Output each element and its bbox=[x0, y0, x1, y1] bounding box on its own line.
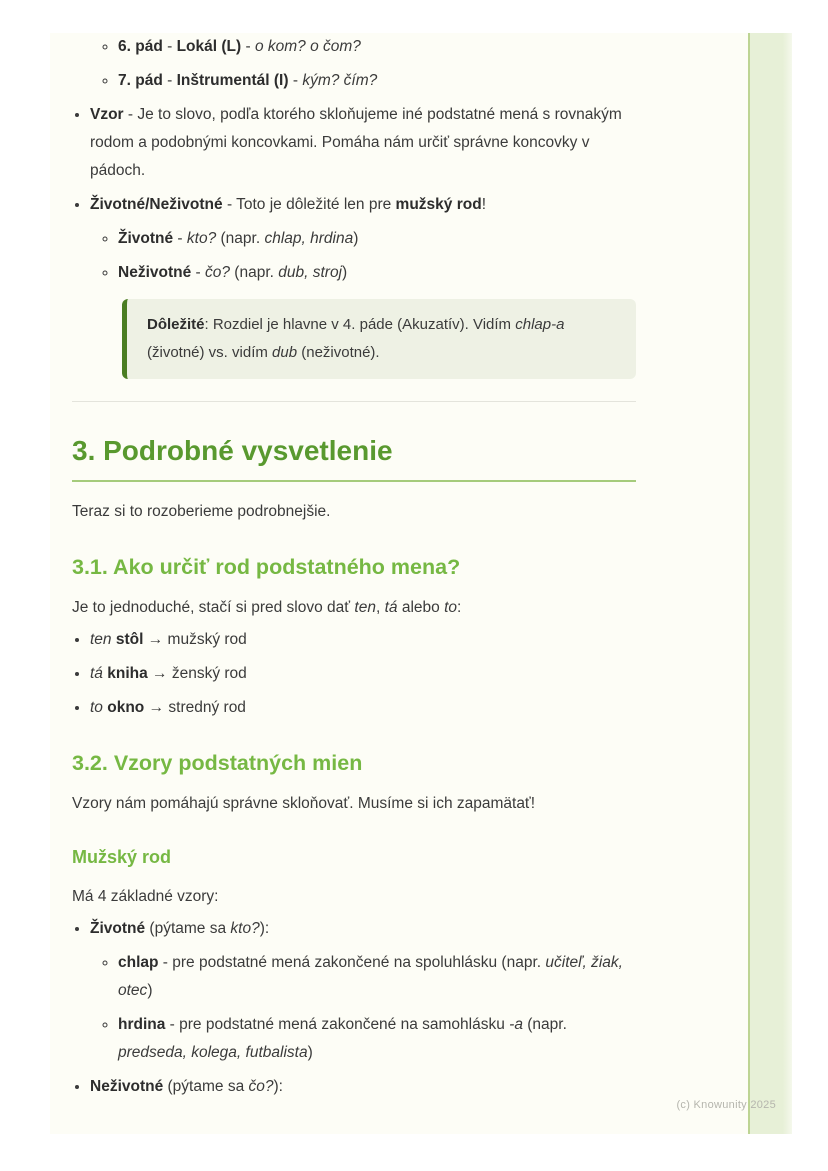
subsection-heading-3-2: 3.2. Vzory podstatných mien bbox=[72, 751, 363, 775]
term-list bbox=[72, 101, 636, 287]
list-item-zivotne-vzory bbox=[90, 915, 636, 1067]
gender-lead-paragraph: Je to jednoduché, stačí si pred slovo dať ten, tá alebo to: bbox=[72, 599, 462, 616]
list-item-zivotne: ◦ Životné - kto? (napr. chlap, hrdina) bbox=[118, 225, 636, 253]
list-item-nezivotne-vzory bbox=[90, 1073, 636, 1101]
list-item-hrdina: ◦ hrdina - pre podstatné mená zakončené na samohlásku -a (napr. predseda, kolega, futbalista) bbox=[118, 1011, 636, 1067]
copyright-watermark: (c) Knowunity 2025 bbox=[676, 1099, 776, 1111]
zivotnost-sublist bbox=[90, 225, 636, 287]
gender-example-list bbox=[72, 626, 636, 722]
list-item-stol: • ten stôl → mužský rod bbox=[90, 626, 636, 654]
list-item-text: Životné/Neživotné - Toto je dôležité len pre mužský rod! bbox=[90, 196, 486, 213]
list-item-vzor bbox=[90, 101, 636, 185]
document-page bbox=[50, 33, 792, 1134]
muzsky-rod-heading: Mužský rod bbox=[72, 847, 172, 867]
list-item-text: Životné (pýtame sa kto?): bbox=[90, 920, 270, 937]
list-item-case-6: ◦ 6. pád - Lokál (L) - o kom? o čom? bbox=[118, 33, 636, 61]
zivotne-vzory-sublist bbox=[90, 949, 636, 1067]
section-heading-3: 3. Podrobné vysvetlenie bbox=[72, 434, 636, 482]
important-callout bbox=[122, 299, 636, 379]
list-item-text: Neživotné (pýtame sa čo?): bbox=[90, 1078, 283, 1095]
section-intro-paragraph: Teraz si to rozoberieme podrobnejšie. bbox=[72, 503, 331, 520]
list-item-kniha: • tá kniha → ženský rod bbox=[90, 660, 636, 688]
page-edge-strip bbox=[748, 33, 792, 1134]
list-item-chlap: ◦ chlap - pre podstatné mená zakončené na spoluhlásku (napr. učiteľ, žiak, otec) bbox=[118, 949, 636, 1005]
muzsky-vzory-list bbox=[72, 915, 636, 1101]
list-item-okno: • to okno → stredný rod bbox=[90, 694, 636, 722]
list-item-text: Vzor - Je to slovo, podľa ktorého skloňujeme iné podstatné mená s rovnakým rodom a podobnými koncovkami. Pomáha nám určiť správne koncovky v pádoch. bbox=[90, 106, 622, 179]
case-list bbox=[72, 33, 636, 95]
subsection-heading-3-1: 3.1. Ako určiť rod podstatného mena? bbox=[72, 555, 461, 579]
muzsky-lead-paragraph: Má 4 základné vzory: bbox=[72, 888, 219, 905]
list-item-zivotnost bbox=[90, 191, 636, 287]
vzory-lead-paragraph: Vzory nám pomáhajú správne skloňovať. Musíme si ich zapamätať! bbox=[72, 795, 536, 812]
callout-text: Dôležité: Rozdiel je hlavne v 4. páde (Akuzatív). Vidím chlap-a (životné) vs. vidím dub (neživotné). bbox=[147, 316, 565, 361]
section-divider bbox=[72, 401, 636, 402]
list-item-nezivotne: ◦ Neživotné - čo? (napr. dub, stroj) bbox=[118, 259, 636, 287]
page-content bbox=[72, 33, 636, 1107]
list-item-case-7: ◦ 7. pád - Inštrumentál (I) - kým? čím? bbox=[118, 67, 636, 95]
